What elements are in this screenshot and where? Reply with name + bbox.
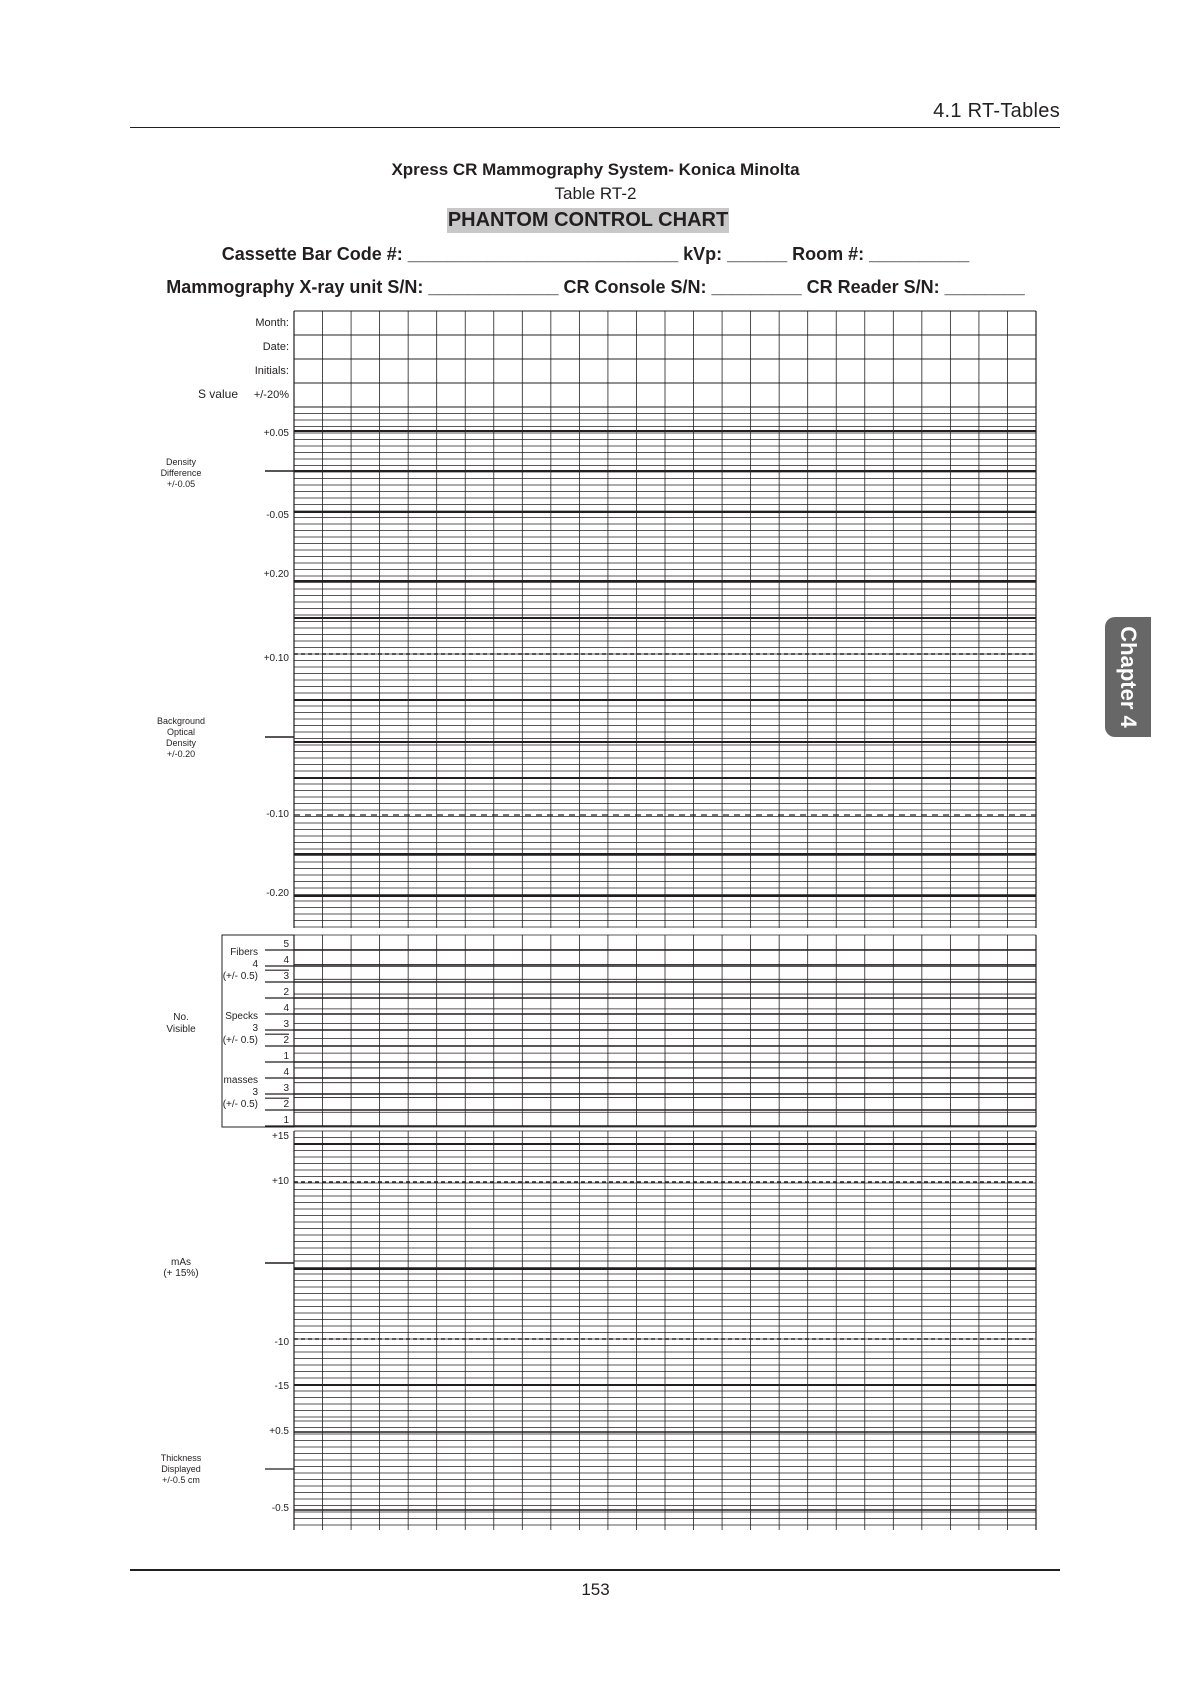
background-od-label: +/-0.20 — [166, 749, 196, 759]
background-od-label: Optical — [166, 727, 196, 737]
fibers-label: 4 — [252, 959, 258, 970]
specks-label: 3 — [252, 1023, 258, 1034]
specks-label: (+/- 0.5) — [222, 1035, 258, 1046]
mas-tick: -15 — [274, 1381, 289, 1392]
initials-label: Initials: — [254, 365, 289, 377]
background-od-tick: -0.10 — [266, 809, 289, 820]
background-od-tick: +0.10 — [263, 653, 289, 664]
density-difference-label: Difference — [160, 468, 202, 478]
no-visible-label: Visible — [166, 1024, 196, 1035]
page-number: 153 — [581, 1580, 610, 1599]
thickness-tick: +0.5 — [269, 1426, 289, 1437]
chapter-tab[interactable] — [1105, 617, 1151, 737]
mas-label: (+ 15%) — [163, 1268, 199, 1279]
masses-label: (+/- 0.5) — [222, 1099, 258, 1110]
mas-tick: +15 — [272, 1131, 289, 1142]
month-label: Month: — [255, 317, 289, 329]
masses-label: 3 — [252, 1087, 258, 1098]
density-difference-label: +/-0.05 — [166, 479, 196, 489]
thickness-label: Thickness — [160, 1453, 202, 1463]
page-header: 4.1 RT-Tables — [933, 100, 1060, 122]
density-tick: -0.05 — [266, 510, 289, 521]
background-od-tick: -0.20 — [266, 888, 289, 899]
thickness-tick: -0.5 — [271, 1503, 289, 1514]
masses-tick: 4 — [283, 1067, 289, 1078]
specks-tick: 4 — [283, 1003, 289, 1014]
background-od-label: Background — [156, 716, 206, 726]
thickness-label: +/-0.5 cm — [162, 1475, 200, 1485]
cassette-kvp-room-line: Cassette Bar Code #: ___________________________ kVp: ______ Room #: __________ — [221, 244, 970, 264]
specks-tick: 1 — [283, 1051, 289, 1062]
density-tick: +0.05 — [263, 428, 289, 439]
fibers-tick: 5 — [283, 939, 289, 950]
footer-rule — [130, 1569, 1060, 1571]
mas-tick: +10 — [272, 1176, 289, 1187]
masses-tick: 1 — [283, 1115, 289, 1126]
background-od-tick: +0.20 — [263, 569, 289, 580]
specks-tick: 2 — [283, 1035, 289, 1046]
no-visible-label: No. — [173, 1012, 189, 1023]
chapter-tab-label: Chapter 4 — [1116, 626, 1141, 728]
chart-title: PHANTOM CONTROL CHART — [447, 209, 729, 231]
density-difference-label: Density — [165, 457, 197, 467]
fibers-label: (+/- 0.5) — [222, 971, 258, 982]
date-label: Date: — [262, 341, 289, 353]
fibers-tick: 3 — [283, 971, 289, 982]
fibers-tick: 4 — [283, 955, 289, 966]
s-value-tolerance-label: +/-20% — [253, 389, 289, 401]
masses-tick: 2 — [283, 1099, 289, 1110]
background-od-label: Density — [165, 738, 197, 748]
s-value-label: S value — [197, 387, 238, 401]
mas-tick: -10 — [274, 1337, 289, 1348]
serial-numbers-line: Mammography X-ray unit S/N: _____________ CR Console S/N: _________ CR Reader S/N: ________ — [166, 277, 1025, 297]
system-title: Xpress CR Mammography System- Konica Minolta — [391, 160, 800, 179]
masses-tick: 3 — [283, 1083, 289, 1094]
specks-tick: 3 — [283, 1019, 289, 1030]
fibers-tick: 2 — [283, 987, 289, 998]
specks-label: Specks — [225, 1011, 258, 1022]
thickness-label: Displayed — [161, 1464, 201, 1474]
masses-label: masses — [223, 1075, 258, 1086]
fibers-label: Fibers — [230, 947, 258, 958]
table-label: Table RT-2 — [554, 184, 637, 203]
mas-label: mAs — [171, 1257, 191, 1268]
